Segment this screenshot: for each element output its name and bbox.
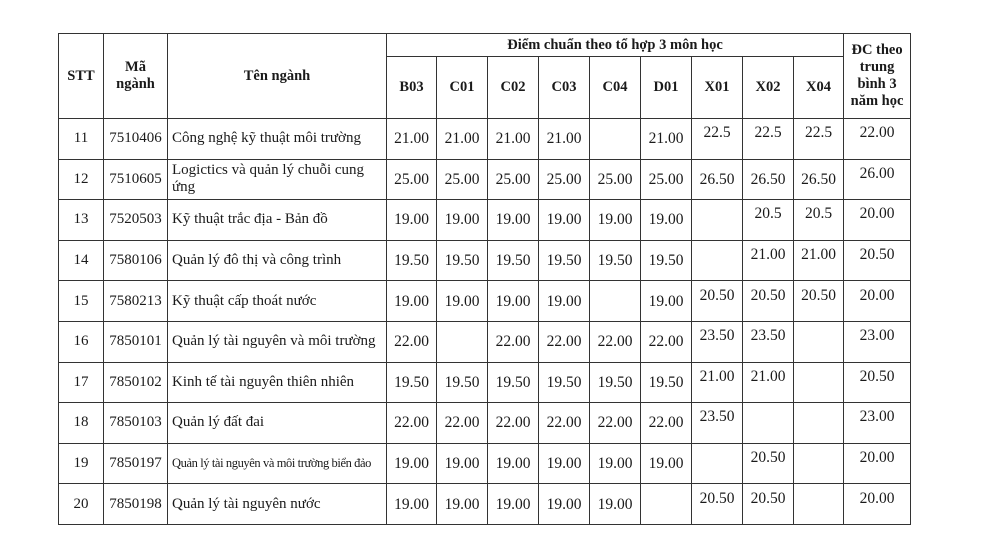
score-cell — [590, 200, 641, 241]
row-name: Công nghệ kỹ thuật môi trường — [168, 119, 387, 160]
row-code: 7850103 — [104, 403, 168, 444]
score-cell — [387, 240, 437, 281]
score-cell — [692, 281, 743, 322]
avg-score-value: 23.00 — [859, 408, 895, 426]
score-value: 19.00 — [394, 455, 429, 473]
score-value: 21.00 — [699, 367, 735, 385]
score-value: 19.00 — [546, 292, 582, 310]
score-value: 19.00 — [495, 495, 531, 513]
table-row — [59, 159, 911, 200]
score-cell — [437, 200, 488, 241]
table-row — [59, 362, 911, 403]
score-value: 20.5 — [804, 205, 833, 223]
score-value: 22.00 — [597, 414, 633, 432]
score-value: 19.50 — [648, 252, 684, 270]
score-cell — [794, 484, 844, 525]
score-cell — [743, 362, 794, 403]
header-subject: C01 — [437, 57, 488, 119]
header-subject: C02 — [488, 57, 539, 119]
score-cell — [743, 159, 794, 200]
score-value: 22.00 — [495, 333, 531, 351]
table-row — [59, 484, 911, 525]
score-value: 21.00 — [546, 130, 582, 148]
score-cell — [692, 403, 743, 444]
score-value: 19.50 — [597, 252, 633, 270]
score-cell — [539, 159, 590, 200]
score-cell — [437, 403, 488, 444]
avg-score-value: 20.50 — [859, 246, 895, 264]
score-value: 22.00 — [394, 414, 429, 432]
score-value: 20.50 — [750, 449, 786, 467]
score-value: 19.50 — [546, 252, 582, 270]
avg-score-cell — [844, 119, 911, 160]
score-value: 19.00 — [444, 455, 480, 473]
score-cell — [488, 159, 539, 200]
row-name: Quản lý đất đai — [168, 403, 387, 444]
score-value: 22.5 — [804, 124, 833, 142]
row-stt: 16 — [59, 321, 104, 362]
avg-score-value: 22.00 — [859, 124, 895, 142]
score-value: 19.00 — [597, 495, 633, 513]
table-row — [59, 403, 911, 444]
score-cell — [743, 119, 794, 160]
score-cell — [387, 119, 437, 160]
score-value: 19.00 — [546, 455, 582, 473]
score-value: 19.00 — [648, 211, 684, 229]
row-code: 7850198 — [104, 484, 168, 525]
avg-score-value: 20.00 — [859, 449, 895, 467]
score-cell — [437, 281, 488, 322]
row-stt: 12 — [59, 159, 104, 200]
score-cell — [743, 321, 794, 362]
score-cell — [692, 443, 743, 484]
score-value: 22.5 — [754, 124, 782, 142]
avg-score-cell — [844, 200, 911, 241]
row-code: 7510605 — [104, 159, 168, 200]
score-cell — [488, 362, 539, 403]
score-cell — [641, 281, 692, 322]
score-cell — [743, 403, 794, 444]
table-row — [59, 443, 911, 484]
score-value: 19.00 — [546, 495, 582, 513]
score-cell — [387, 321, 437, 362]
score-cell — [539, 484, 590, 525]
header-subject: X04 — [794, 57, 844, 119]
score-value: 22.00 — [546, 333, 582, 351]
score-cell — [437, 321, 488, 362]
score-value: 25.00 — [597, 170, 633, 188]
row-code: 7580213 — [104, 281, 168, 322]
score-value: 19.50 — [495, 373, 531, 391]
score-cell — [692, 119, 743, 160]
score-value: 19.00 — [495, 455, 531, 473]
score-value: 22.00 — [546, 414, 582, 432]
score-cell — [692, 484, 743, 525]
score-cell — [488, 321, 539, 362]
score-cell — [641, 240, 692, 281]
score-value: 21.00 — [750, 246, 786, 264]
score-cell — [590, 240, 641, 281]
score-cell — [743, 281, 794, 322]
score-cell — [437, 159, 488, 200]
row-code: 7580106 — [104, 240, 168, 281]
score-cell — [692, 321, 743, 362]
score-value: 20.50 — [750, 489, 786, 507]
header-subject: C03 — [539, 57, 590, 119]
score-value: 19.50 — [444, 252, 480, 270]
row-stt: 17 — [59, 362, 104, 403]
score-cell — [437, 362, 488, 403]
score-cell — [539, 443, 590, 484]
score-cell — [387, 281, 437, 322]
score-value: 19.50 — [597, 373, 633, 391]
score-cell — [590, 119, 641, 160]
score-cell — [488, 200, 539, 241]
score-cell — [488, 240, 539, 281]
score-value: 23.50 — [699, 408, 735, 426]
score-value: 21.00 — [394, 130, 429, 148]
score-value: 19.50 — [394, 252, 429, 270]
score-value: 26.50 — [699, 170, 735, 188]
score-value: 22.00 — [495, 414, 531, 432]
score-value: 25.00 — [495, 170, 531, 188]
score-cell — [743, 240, 794, 281]
score-cell — [387, 484, 437, 525]
score-cell — [488, 403, 539, 444]
score-cell — [794, 362, 844, 403]
score-cell — [437, 240, 488, 281]
score-cell — [590, 159, 641, 200]
avg-score-cell — [844, 321, 911, 362]
score-value: 20.5 — [754, 205, 782, 223]
score-value: 19.00 — [394, 292, 429, 310]
score-value: 19.00 — [597, 211, 633, 229]
score-value: 19.00 — [495, 292, 531, 310]
score-cell — [488, 281, 539, 322]
row-stt: 18 — [59, 403, 104, 444]
row-code: 7850101 — [104, 321, 168, 362]
score-value: 23.50 — [699, 327, 735, 345]
score-cell — [590, 484, 641, 525]
row-stt: 19 — [59, 443, 104, 484]
header-subject: C04 — [590, 57, 641, 119]
score-value: 23.50 — [750, 327, 786, 345]
score-value: 19.00 — [495, 211, 531, 229]
score-value: 19.00 — [394, 495, 429, 513]
score-cell — [488, 119, 539, 160]
score-value: 21.00 — [801, 246, 836, 264]
row-stt: 11 — [59, 119, 104, 160]
score-cell — [590, 443, 641, 484]
table-row — [59, 240, 911, 281]
score-cell — [590, 403, 641, 444]
score-cell — [488, 484, 539, 525]
score-value: 21.00 — [648, 130, 684, 148]
score-value: 26.50 — [750, 170, 786, 188]
row-name: Quản lý tài nguyên và môi trường biển đảo — [168, 443, 387, 484]
score-value: 22.00 — [648, 414, 684, 432]
score-cell — [539, 321, 590, 362]
score-value: 21.00 — [444, 130, 480, 148]
score-cell — [794, 119, 844, 160]
score-cell — [539, 281, 590, 322]
row-stt: 14 — [59, 240, 104, 281]
score-cell — [794, 281, 844, 322]
score-cell — [692, 159, 743, 200]
score-cell — [539, 200, 590, 241]
row-name: Kỹ thuật trắc địa - Bản đồ — [168, 200, 387, 241]
header-avg: ĐC theo trung bình 3 năm học — [844, 34, 911, 119]
score-cell — [488, 443, 539, 484]
avg-score-cell — [844, 443, 911, 484]
score-cell — [539, 240, 590, 281]
table-row — [59, 119, 911, 160]
score-value: 20.50 — [699, 489, 735, 507]
avg-score-cell — [844, 240, 911, 281]
avg-score-cell — [844, 484, 911, 525]
score-value: 19.00 — [444, 495, 480, 513]
score-cell — [641, 484, 692, 525]
row-name: Kỹ thuật cấp thoát nước — [168, 281, 387, 322]
score-value: 21.00 — [495, 130, 531, 148]
header-subject: D01 — [641, 57, 692, 119]
avg-score-cell — [844, 281, 911, 322]
row-name: Logictics và quản lý chuỗi cung ứng — [168, 159, 387, 200]
score-value: 21.00 — [750, 367, 786, 385]
score-cell — [590, 362, 641, 403]
score-value: 22.5 — [703, 124, 731, 142]
header-score-group: Điểm chuẩn theo tổ hợp 3 môn học — [387, 34, 844, 57]
score-cell — [641, 403, 692, 444]
score-value: 25.00 — [648, 170, 684, 188]
score-value: 25.00 — [394, 170, 429, 188]
score-cell — [387, 200, 437, 241]
score-value: 20.50 — [699, 286, 735, 304]
score-cell — [641, 159, 692, 200]
score-cell — [794, 240, 844, 281]
score-value: 22.00 — [597, 333, 633, 351]
score-cell — [743, 484, 794, 525]
score-cell — [539, 362, 590, 403]
table-row — [59, 321, 911, 362]
score-cell — [387, 362, 437, 403]
score-value: 19.00 — [597, 455, 633, 473]
score-value: 25.00 — [444, 170, 480, 188]
score-value: 20.50 — [750, 286, 786, 304]
score-value: 19.00 — [648, 455, 684, 473]
score-cell — [743, 200, 794, 241]
score-value: 19.50 — [394, 373, 429, 391]
admission-scores-table — [58, 33, 911, 525]
row-name: Quản lý đô thị và công trình — [168, 240, 387, 281]
score-value: 22.00 — [648, 333, 684, 351]
score-cell — [641, 200, 692, 241]
score-cell — [641, 119, 692, 160]
table-row — [59, 281, 911, 322]
score-cell — [437, 484, 488, 525]
row-code: 7850197 — [104, 443, 168, 484]
score-value: 19.00 — [444, 211, 480, 229]
table-row — [59, 200, 911, 241]
score-cell — [692, 240, 743, 281]
score-value: 19.00 — [648, 292, 684, 310]
score-cell — [794, 403, 844, 444]
score-cell — [437, 119, 488, 160]
avg-score-value: 23.00 — [859, 327, 895, 345]
score-value: 26.50 — [801, 170, 836, 188]
row-code: 7520503 — [104, 200, 168, 241]
row-code: 7850102 — [104, 362, 168, 403]
score-cell — [590, 321, 641, 362]
score-cell — [743, 443, 794, 484]
score-value: 19.50 — [444, 373, 480, 391]
avg-score-value: 26.00 — [859, 164, 895, 182]
avg-score-cell — [844, 159, 911, 200]
score-value: 22.00 — [444, 414, 480, 432]
header-stt: STT — [59, 34, 104, 119]
avg-score-value: 20.50 — [859, 367, 895, 385]
score-cell — [794, 443, 844, 484]
avg-score-cell — [844, 403, 911, 444]
avg-score-value: 20.00 — [859, 286, 895, 304]
score-cell — [539, 119, 590, 160]
header-code: Mã ngành — [104, 34, 168, 119]
avg-score-value: 20.00 — [859, 205, 895, 223]
row-stt: 15 — [59, 281, 104, 322]
header-subject: X02 — [743, 57, 794, 119]
score-cell — [692, 362, 743, 403]
score-value: 25.00 — [546, 170, 582, 188]
row-name: Quản lý tài nguyên nước — [168, 484, 387, 525]
score-value: 22.00 — [394, 333, 429, 351]
score-cell — [794, 200, 844, 241]
score-cell — [387, 403, 437, 444]
score-cell — [539, 403, 590, 444]
score-cell — [692, 200, 743, 241]
row-stt: 20 — [59, 484, 104, 525]
score-cell — [641, 443, 692, 484]
avg-score-cell — [844, 362, 911, 403]
score-value: 19.50 — [648, 373, 684, 391]
row-code: 7510406 — [104, 119, 168, 160]
score-cell — [794, 159, 844, 200]
score-cell — [641, 321, 692, 362]
score-cell — [387, 159, 437, 200]
score-cell — [641, 362, 692, 403]
row-name: Kinh tế tài nguyên thiên nhiên — [168, 362, 387, 403]
score-cell — [437, 443, 488, 484]
header-subject: X01 — [692, 57, 743, 119]
row-stt: 13 — [59, 200, 104, 241]
score-cell — [590, 281, 641, 322]
score-value: 19.50 — [495, 252, 531, 270]
score-value: 19.00 — [444, 292, 480, 310]
score-value: 20.50 — [801, 286, 836, 304]
avg-score-value: 20.00 — [859, 489, 895, 507]
score-cell — [387, 443, 437, 484]
header-subject: B03 — [387, 57, 437, 119]
header-name: Tên ngành — [168, 34, 387, 119]
score-value: 19.00 — [546, 211, 582, 229]
row-name: Quản lý tài nguyên và môi trường — [168, 321, 387, 362]
score-value: 19.50 — [546, 373, 582, 391]
score-cell — [794, 321, 844, 362]
score-value: 19.00 — [394, 211, 429, 229]
